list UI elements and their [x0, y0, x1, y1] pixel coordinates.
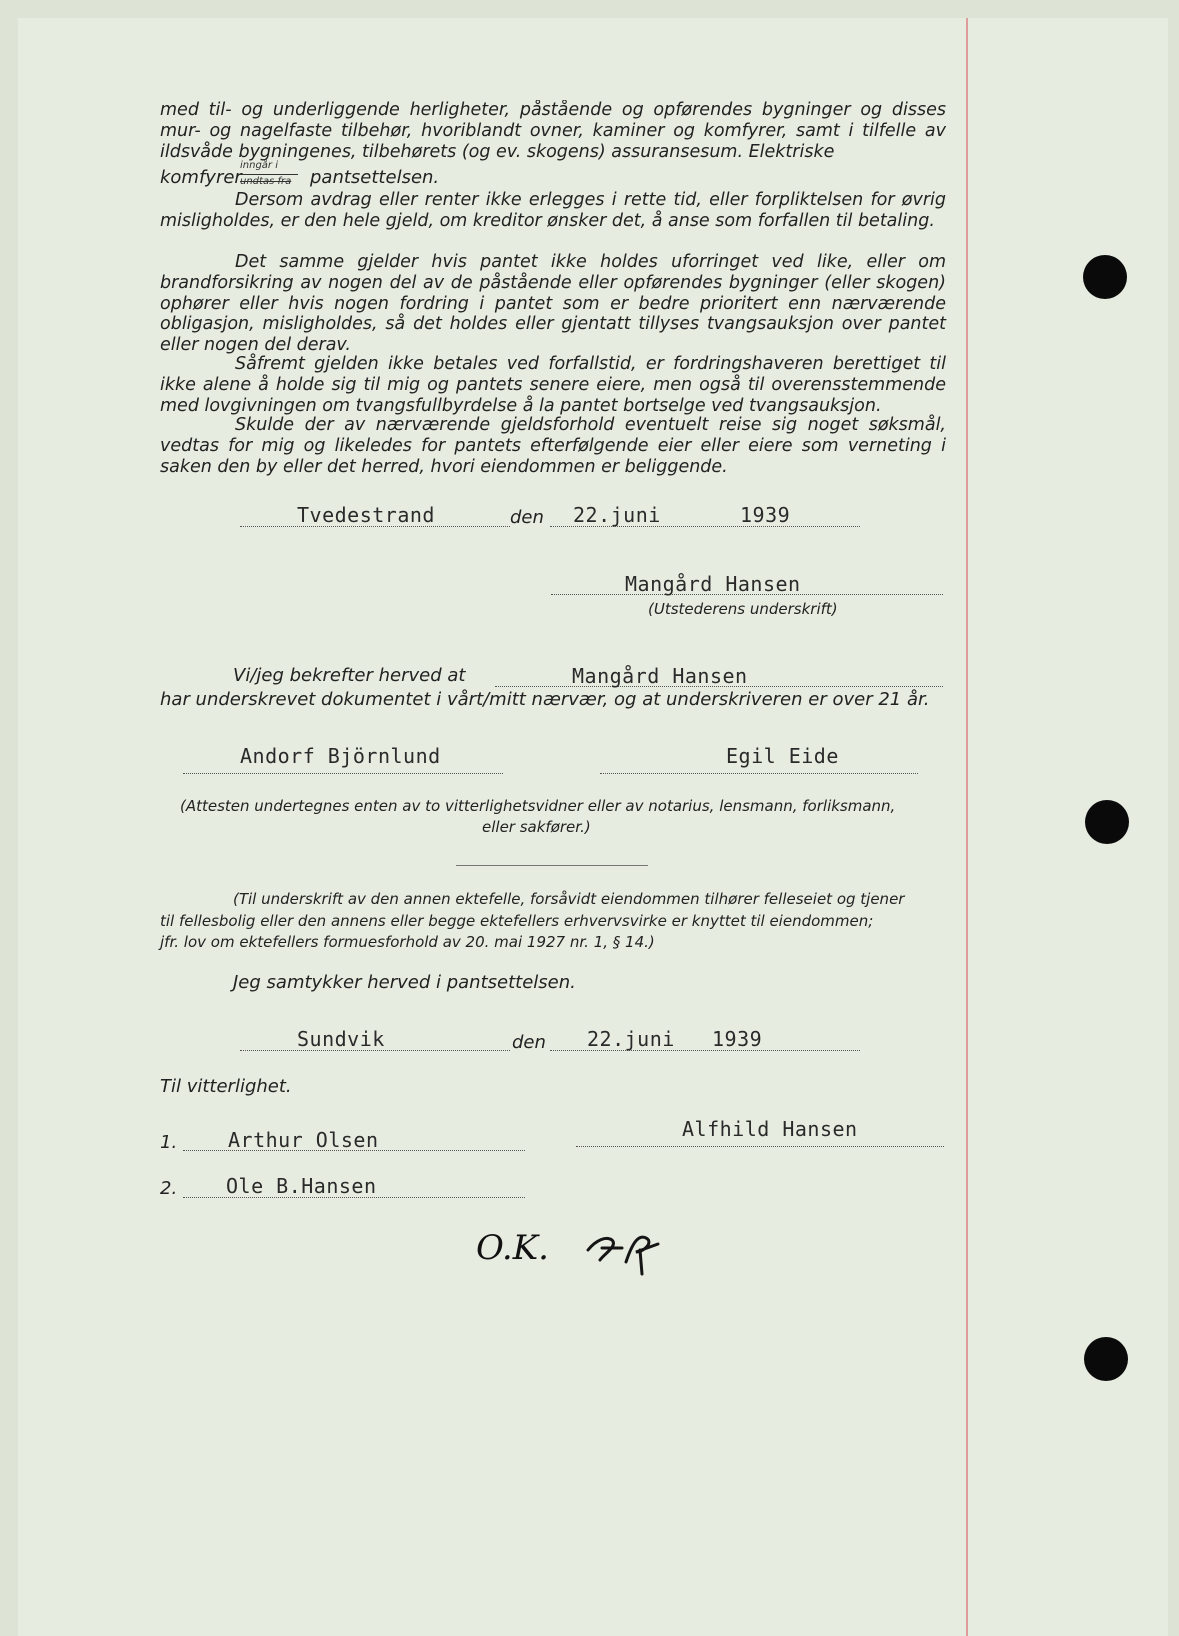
paragraph-4: Såfremt gjelden ikke betales ved forfallstid, er fordringshaveren berettiget til ikke alene å holde sig til mig og pantets senere eiere, men også til overensstemmende med lovgivningen om tvangsfullbyrdelse å la pantet bortselge ved tvangsauksjon. [160, 354, 946, 416]
red-margin-line [966, 18, 968, 1636]
issuer-caption: (Utstederens underskrift) [648, 600, 838, 618]
separator-rule [456, 865, 648, 866]
den-label-2: den [512, 1032, 546, 1053]
paragraph-2: Dersom avdrag eller renter ikke erlegges i rette tid, eller forpliktelsen for øvrig misligholdes, er den hele gjeld, om kreditor ønsker det, å anse som forfallen til betaling. [160, 190, 946, 231]
witness-2-name: Ole B.Hansen [226, 1174, 377, 1198]
spouse-note-line2: til fellesbolig eller den annens eller begge ektefellers erhvervsvirke er knyttet til eiendommen; [160, 912, 874, 930]
punch-hole-middle [1085, 800, 1129, 844]
witness-statement-line2: har underskrevet dokumentet i vårt/mitt nærvær, og at underskriveren er over 21 år. [160, 689, 930, 710]
year-2: 1939 [712, 1027, 763, 1051]
attest-note-line1: (Attesten undertegnes enten av to vitterlighetsvidner eller av notarius, lensmann, forliksmann, [180, 797, 896, 815]
spouse-note-line3: jfr. lov om ektefellers formuesforhold av 20. mai 1927 nr. 1, § 14.) [160, 933, 655, 951]
witness-2-number: 2. [160, 1178, 178, 1199]
witness-right-name: Egil Eide [726, 744, 839, 768]
witness-1-name: Arthur Olsen [228, 1128, 379, 1152]
handwritten-initials [582, 1222, 682, 1282]
issuer-name: Mangård Hansen [625, 572, 801, 596]
year-1: 1939 [740, 503, 791, 527]
witness-1-number: 1. [160, 1132, 178, 1153]
witness-statement-name: Mangård Hansen [572, 664, 748, 688]
attest-note-line2: eller sakfører.) [482, 818, 591, 836]
date-1: 22.juni [573, 503, 661, 527]
spouse-signature-line [576, 1146, 944, 1147]
til-vitterlighet-heading: Til vitterlighet. [160, 1076, 292, 1097]
witness-right-line [600, 773, 918, 774]
punch-hole-top [1083, 255, 1127, 299]
witness-statement-lead: Vi/jeg bekrefter herved at [233, 665, 466, 686]
place-1: Tvedestrand [297, 503, 435, 527]
spouse-signature: Alfhild Hansen [682, 1117, 858, 1141]
fraction-bottom: undtas fra [240, 176, 292, 187]
witness-left-line [183, 773, 503, 774]
paragraph-5: Skulde der av nærværende gjeldsforhold eventuelt reise sig noget søksmål, vedtas for mig og likeledes for pantets efterfølgende eier eller eiere som verneting i saken den by eller det herred, hvori eiendommen er beliggende. [160, 415, 946, 477]
komfyrer-lead: komfyrer [160, 167, 242, 188]
fraction-bar [238, 174, 298, 175]
paragraph-1: med til- og underliggende herligheter, påstående og opførendes bygninger og disses mur- og nagelfaste tilbehør, hvoriblandt ovner, kaminer og komfyrer, samt i tilfelle av ildsvåde bygningenes, tilbehørets (og ev. skogens) assuransesum. Elektriske [160, 100, 946, 162]
date-2: 22.juni [587, 1027, 675, 1051]
paragraph-3: Det samme gjelder hvis pantet ikke holdes uforringet ved like, eller om brandforsikring av nogen del av de påstående eller opførendes bygninger (eller skogen) ophører eller hvis nogen fordring i pantet som er bedre prioritert enn nærværende obligasjon, misligholdes, så det holdes eller gjentatt tillyses tvangsauksjon over pantet eller nogen del derav. [160, 252, 946, 356]
ok-mark: O.K. [476, 1228, 549, 1268]
place-2: Sundvik [297, 1027, 385, 1051]
spouse-note-line1: (Til underskrift av den annen ektefelle, forsåvidt eiendommen tilhører felleseiet og tjener [233, 890, 905, 908]
witness-left-name: Andorf Björnlund [240, 744, 441, 768]
den-label-1: den [510, 507, 544, 528]
fraction-top: inngår i [240, 160, 278, 171]
consent-text: Jeg samtykker herved i pantsettelsen. [233, 972, 576, 993]
komfyrer-tail: pantsettelsen. [310, 167, 440, 188]
punch-hole-bottom [1084, 1337, 1128, 1381]
